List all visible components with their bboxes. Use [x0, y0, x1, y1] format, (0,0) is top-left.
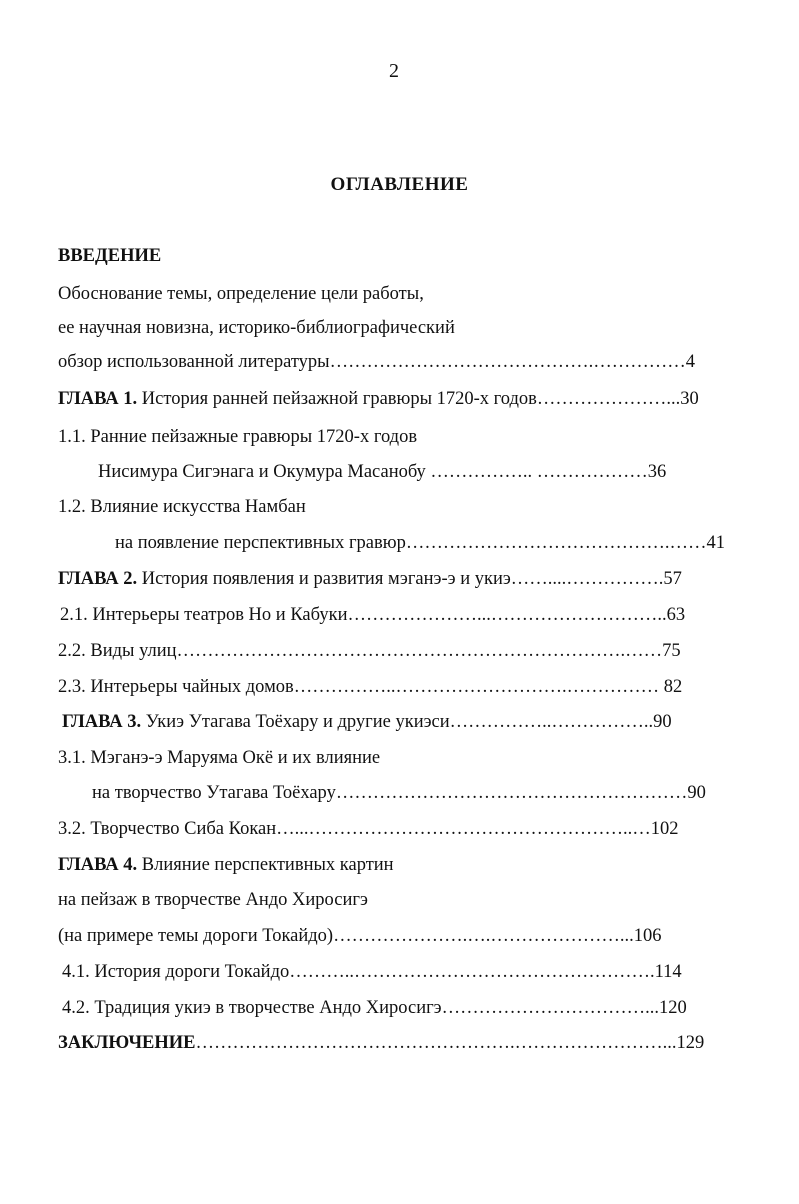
toc-entry: [62, 711, 672, 733]
toc-entry: [92, 782, 706, 804]
toc-entry: [58, 496, 306, 518]
toc-entry: [115, 532, 725, 554]
toc-entry-text: 4.1. История дороги Токайдо………..………………………………………….114: [62, 962, 682, 982]
toc-entry: [58, 854, 394, 876]
toc-entry-heading: ГЛАВА 2.: [58, 569, 138, 589]
toc-entry-text: 1.2. Влияние искусства Намбан: [58, 497, 306, 517]
toc-entry-text: Влияние перспективных картин: [137, 855, 394, 875]
toc-entry: [58, 388, 699, 410]
toc-entry: [58, 283, 424, 305]
toc-entry-text: на появление перспективных гравюр…………………………………….……41: [115, 533, 725, 553]
toc-entry: [58, 1032, 704, 1054]
toc-entry: [58, 426, 417, 448]
toc-entry: [62, 997, 687, 1019]
toc-entry-heading: ЗАКЛЮЧЕНИЕ: [58, 1033, 196, 1053]
toc-entry-text: История ранней пейзажной гравюры 1720-х годов…………………...30: [137, 389, 699, 409]
toc-entry-text: 4.2. Традиция укиэ в творчестве Андо Хиросигэ……………………………...120: [62, 998, 687, 1018]
toc-entry: [58, 568, 682, 590]
toc-entry-text: …………………………………………….……………………...129: [195, 1033, 705, 1053]
toc-entry-heading: ВВЕДЕНИЕ: [58, 246, 162, 266]
toc-entry: [58, 747, 380, 769]
toc-entry-text: на творчество Утагава Тоёхару…………………………………………………90: [92, 783, 706, 803]
toc-entry-heading: ГЛАВА 1.: [58, 389, 138, 409]
toc-entry: [58, 925, 661, 947]
toc-entry-text: ее научная новизна, историко-библиографический: [58, 318, 455, 338]
toc-entry-text: Обоснование темы, определение цели работы,: [58, 284, 424, 304]
toc-entry-text: 2.1. Интерьеры театров Но и Кабуки…………………...………………………..63: [60, 605, 686, 625]
toc-entry-text: 3.1. Мэганэ-э Маруяма Окё и их влияние: [58, 748, 381, 768]
page-number: 2: [389, 60, 399, 82]
toc-entry: [58, 351, 695, 373]
toc-entry-text: История появления и развития мэганэ-э и укиэ……....…………….57: [137, 569, 682, 589]
toc-entry-text: на пейзаж в творчестве Андо Хиросигэ: [58, 890, 368, 910]
toc-entry: [58, 818, 679, 840]
toc-entry: [58, 889, 368, 911]
toc-entry-heading: ГЛАВА 4.: [58, 855, 138, 875]
toc-entry-heading: ГЛАВА 3.: [62, 712, 142, 732]
toc-entry: [58, 317, 455, 339]
toc-entry: [60, 604, 685, 626]
toc-entry-text: Нисимура Сигэнага и Окумура Масанобу …………….. ………………36: [98, 462, 667, 482]
toc-entry: [98, 461, 666, 483]
toc-entry-text: обзор использованной литературы…………………………………….……………4: [58, 352, 695, 372]
toc-entry-text: 2.2. Виды улиц……………………………………………………………….……75: [58, 641, 681, 661]
toc-entry-text: 2.3. Интерьеры чайных домов……………..……………………….…………… 82: [58, 677, 683, 697]
toc-entry: [58, 640, 681, 662]
toc-entry-text: 3.2. Творчество Сиба Кокан…...……………………………………………..…102: [58, 819, 679, 839]
toc-entry: [58, 245, 161, 267]
toc-entry: [58, 676, 682, 698]
toc-entry-text: Укиэ Утагава Тоёхару и другие укиэси……………..……………..90: [141, 712, 672, 732]
toc-entry-text: 1.1. Ранние пейзажные гравюры 1720-х годов: [58, 427, 418, 447]
toc-entry-text: (на примере темы дороги Токайдо)………………….….…………………...106: [58, 926, 662, 946]
toc-entry: [62, 961, 682, 983]
page-title: ОГЛАВЛЕНИЕ: [330, 174, 469, 195]
